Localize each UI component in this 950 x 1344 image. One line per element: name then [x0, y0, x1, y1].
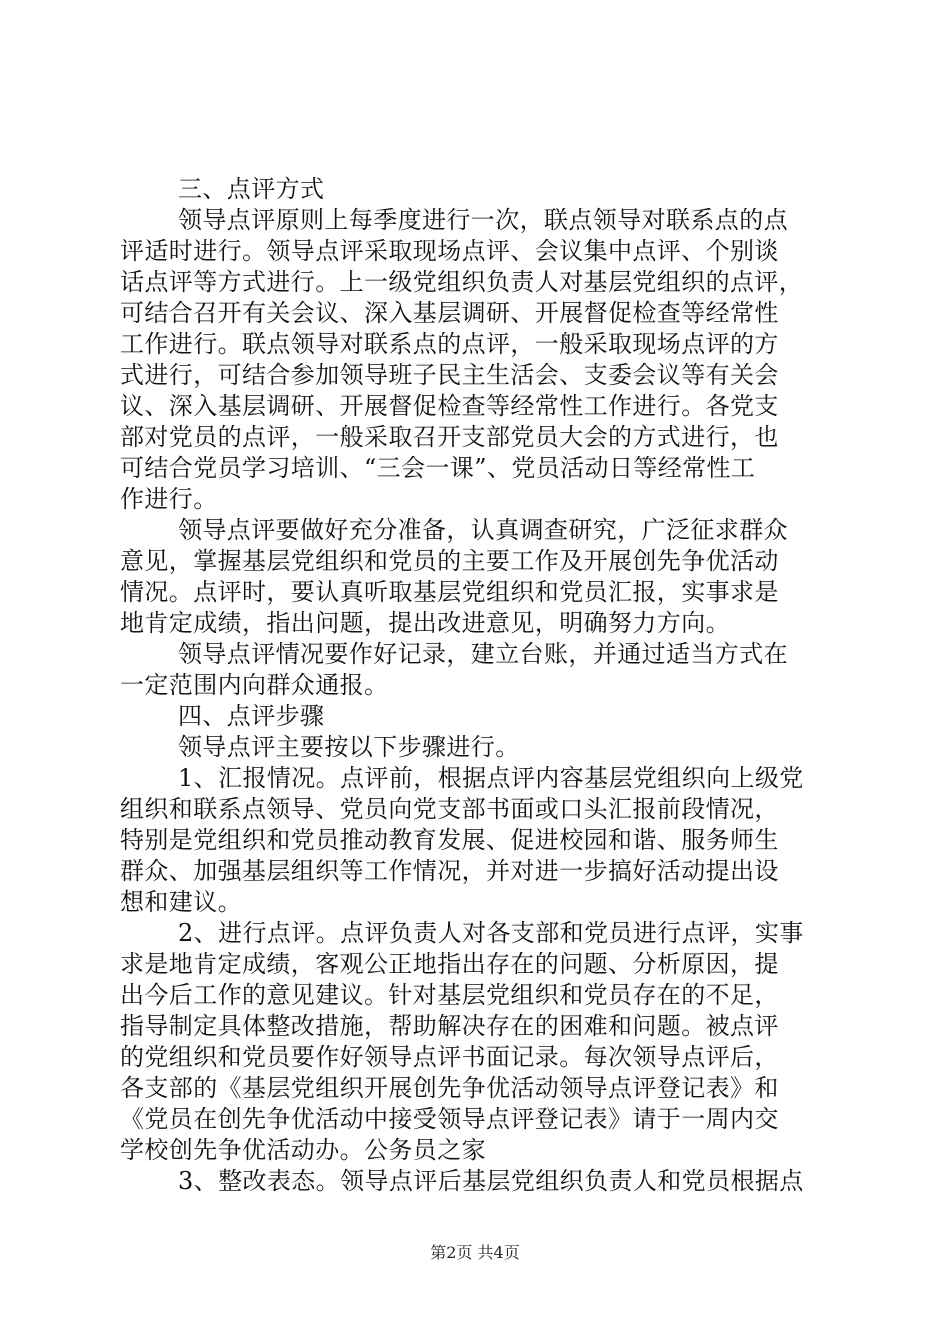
paragraph-line: 求是地肯定成绩，客观公正地指出存在的问题、分析原因，提 — [120, 950, 779, 978]
paragraph-line: 2、进行点评。点评负责人对各支部和党员进行点评，实事 — [178, 919, 804, 947]
paragraph-line: 议、深入基层调研、开展督促检查等经常性工作进行。各党支 — [120, 392, 779, 420]
paragraph-line: 特别是党组织和党员推动教育发展、促进校园和谐、服务师生 — [120, 826, 779, 854]
paragraph-line: 领导点评要做好充分准备，认真调查研究，广泛征求群众 — [178, 516, 788, 544]
paragraph-line: 可结合召开有关会议、深入基层调研、开展督促检查等经常性 — [120, 299, 779, 327]
paragraph-line: 各支部的《基层党组织开展创先争优活动领导点评登记表》和 — [120, 1074, 779, 1102]
paragraph-line: 想和建议。 — [120, 888, 242, 916]
paragraph-line: 3、整改表态。领导点评后基层党组织负责人和党员根据点 — [178, 1167, 804, 1195]
paragraph-line: 作进行。 — [120, 485, 218, 513]
document-body — [120, 174, 840, 1197]
paragraph-line: 学校创先争优活动办。公务员之家 — [120, 1136, 486, 1164]
paragraph-line: 《党员在创先争优活动中接受领导点评登记表》请于一周内交 — [120, 1105, 779, 1133]
paragraph-line: 组织和联系点领导、党员向党支部书面或口头汇报前段情况， — [120, 795, 779, 823]
paragraph-line: 式进行，可结合参加领导班子民主生活会、支委会议等有关会 — [120, 361, 779, 389]
paragraph-line: 群众、加强基层组织等工作情况，并对进一步搞好活动提出设 — [120, 857, 779, 885]
page-number-footer: 第2页 共4页 — [430, 1243, 520, 1262]
paragraph-line: 评适时进行。领导点评采取现场点评、会议集中点评、个别谈 — [120, 237, 779, 265]
paragraph-line: 意见，掌握基层党组织和党员的主要工作及开展创先争优活动 — [120, 547, 779, 575]
paragraph-line: 出今后工作的意见建议。针对基层党组织和党员存在的不足， — [120, 981, 779, 1009]
paragraph-line: 可结合党员学习培训、“三会一课”、党员活动日等经常性工 — [120, 454, 756, 482]
paragraph-line: 指导制定具体整改措施，帮助解决存在的困难和问题。被点评 — [120, 1012, 779, 1040]
paragraph-line: 一定范围内向群众通报。 — [120, 671, 389, 699]
paragraph-line: 的党组织和党员要作好领导点评书面记录。每次领导点评后， — [120, 1043, 779, 1071]
paragraph-line: 领导点评原则上每季度进行一次，联点领导对联系点的点 — [178, 206, 788, 234]
paragraph-line: 1、汇报情况。点评前，根据点评内容基层党组织向上级党 — [178, 764, 804, 792]
paragraph-line: 领导点评主要按以下步骤进行。 — [178, 733, 520, 761]
paragraph-line: 部对党员的点评，一般采取召开支部党员大会的方式进行，也 — [120, 423, 779, 451]
section-heading-3: 三、点评方式 — [178, 175, 325, 203]
paragraph-line: 话点评等方式进行。上一级党组织负责人对基层党组织的点评， — [120, 268, 804, 296]
section-heading-4: 四、点评步骤 — [178, 702, 325, 730]
paragraph-line: 工作进行。联点领导对联系点的点评，一般采取现场点评的方 — [120, 330, 779, 358]
paragraph-line: 领导点评情况要作好记录，建立台账，并通过适当方式在 — [178, 640, 788, 668]
paragraph-line: 地肯定成绩，指出问题，提出改进意见，明确努力方向。 — [120, 609, 730, 637]
paragraph-line: 情况。点评时，要认真听取基层党组织和党员汇报，实事求是 — [120, 578, 779, 606]
